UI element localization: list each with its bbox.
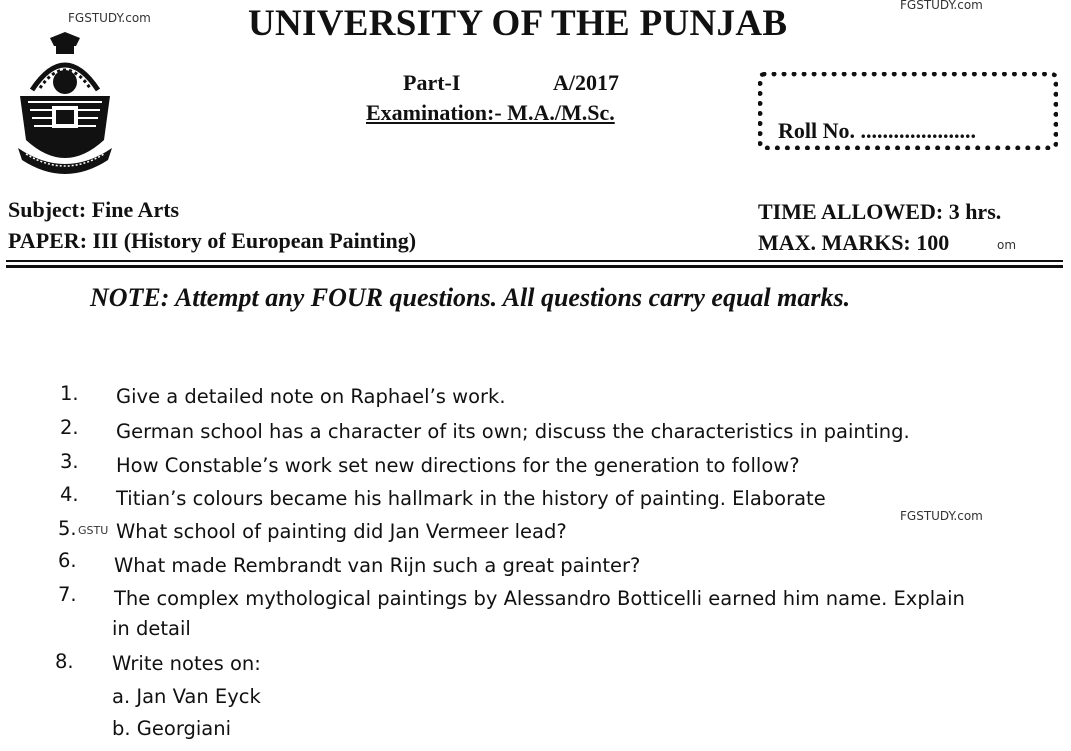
question-text: How Constable’s work set new directions for the generation to follow? bbox=[116, 454, 800, 477]
header-rule-top bbox=[6, 260, 1063, 262]
question-number: 3. bbox=[60, 450, 79, 473]
question-number: 8. bbox=[55, 650, 74, 673]
session-label: A/2017 bbox=[553, 70, 619, 95]
roll-number-label: Roll No. ..................... bbox=[778, 118, 976, 143]
part-label: Part-I bbox=[403, 70, 461, 95]
question-text-continued: in detail bbox=[112, 617, 191, 640]
watermark-fragment-om: om bbox=[997, 238, 1017, 252]
question-text: What school of painting did Jan Vermeer lead? bbox=[116, 520, 567, 543]
question-number: 2. bbox=[60, 416, 79, 439]
paper-label: PAPER: III (History of European Painting) bbox=[8, 228, 417, 253]
question-text: Write notes on: bbox=[112, 652, 261, 675]
sub-item: b. Georgiani bbox=[112, 717, 232, 740]
watermark-mid-right: FGSTUDY.com bbox=[900, 509, 983, 523]
question-number: 1. bbox=[60, 382, 79, 405]
watermark-top-left: FGSTUDY.com bbox=[68, 11, 151, 25]
subject-label: Subject: Fine Arts bbox=[8, 197, 180, 222]
question-text: Titian’s colours became his hallmark in the history of painting. Elaborate bbox=[116, 487, 826, 510]
university-logo bbox=[12, 30, 118, 180]
examination-label: Examination:- M.A./M.Sc. bbox=[366, 100, 615, 125]
question-number: 7. bbox=[58, 583, 77, 606]
question-text: The complex mythological paintings by Alessandro Botticelli earned him name. Explain bbox=[114, 587, 965, 610]
time-allowed-label: TIME ALLOWED: 3 hrs. bbox=[758, 199, 1002, 224]
header-rule-bottom bbox=[6, 265, 1063, 268]
question-text: What made Rembrandt van Rijn such a great painter? bbox=[114, 554, 641, 577]
sub-item: a. Jan Van Eyck bbox=[112, 685, 261, 708]
question-text: Give a detailed note on Raphael’s work. bbox=[116, 385, 506, 408]
max-marks-label: MAX. MARKS: 100 bbox=[758, 230, 950, 255]
watermark-fragment-gstu: GSTU bbox=[78, 524, 109, 537]
university-title: UNIVERSITY OF THE PUNJAB bbox=[248, 3, 788, 44]
watermark-top-right: FGSTUDY.com bbox=[900, 0, 983, 12]
question-number: 6. bbox=[58, 549, 77, 572]
question-text: German school has a character of its own; discuss the characteristics in painting. bbox=[116, 420, 910, 443]
question-number: 4. bbox=[60, 483, 79, 506]
question-number: 5. bbox=[58, 517, 77, 540]
instructions-note: NOTE: Attempt any FOUR questions. All questions carry equal marks. bbox=[90, 283, 851, 312]
